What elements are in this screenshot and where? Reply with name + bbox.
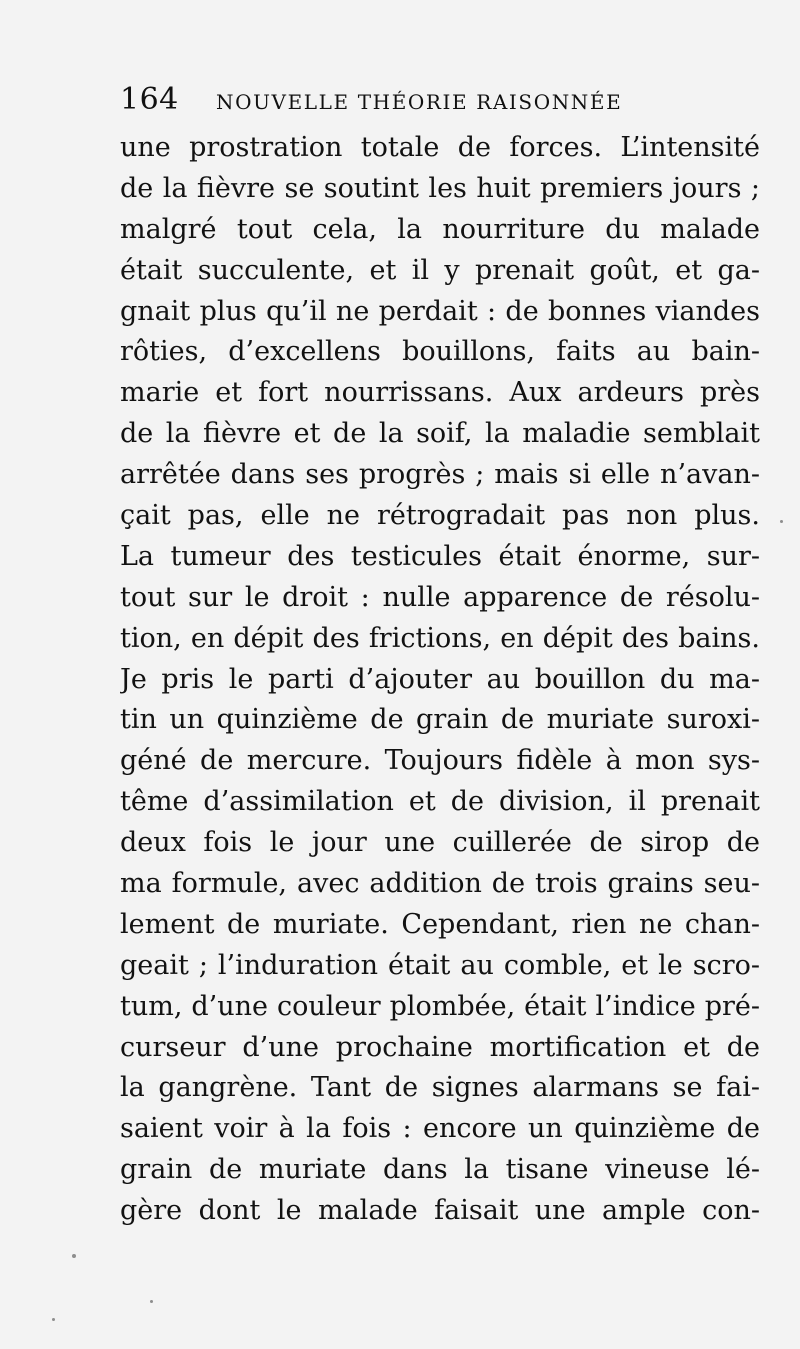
text-line: geait ; l’induration était au comble, et le scro-: [120, 949, 760, 981]
body-text: [120, 128, 760, 1232]
text-line: de la fièvre et de la soif, la maladie semblait: [120, 418, 760, 450]
text-line: tion, en dépit des frictions, en dépit des bains.: [120, 622, 760, 654]
text-line: curseur d’une prochaine mortification et de: [120, 1031, 760, 1063]
text-line: tin un quinzième de grain de muriate suroxi-: [120, 704, 760, 736]
text-line: malgré tout cela, la nourriture du malade: [120, 213, 760, 245]
paper-speck: [72, 1254, 76, 1258]
text-line: gère dont le malade faisait une ample con-: [120, 1195, 760, 1227]
text-line: arrêtée dans ses progrès ; mais si elle n’avan-: [120, 459, 760, 491]
text-line: lement de muriate. Cependant, rien ne chan-: [120, 908, 760, 940]
text-line: rôties, d’excellens bouillons, faits au bain-: [120, 336, 760, 368]
running-head: NOUVELLE THÉORIE RAISONNÉE: [216, 90, 623, 114]
text-line: gnait plus qu’il ne perdait : de bonnes viandes: [120, 295, 760, 327]
page-number: 164: [120, 82, 179, 117]
text-line: était succulente, et il y prenait goût, et ga-: [120, 254, 760, 286]
text-line: marie et fort nourrissans. Aux ardeurs près: [120, 377, 760, 409]
paper-speck: [780, 520, 783, 523]
text-line: une prostration totale de forces. L’intensité: [120, 132, 760, 163]
text-line: ma formule, avec addition de trois grains seu-: [120, 868, 760, 900]
paper-speck: [52, 1318, 55, 1321]
text-line: Je pris le parti d’ajouter au bouillon du ma-: [120, 663, 760, 695]
text-line: de la fièvre se soutint les huit premiers jours ;: [120, 172, 760, 204]
text-line: tout sur le droit : nulle apparence de résolu-: [120, 581, 760, 613]
text-line: tême d’assimilation et de division, il prenait: [120, 786, 760, 818]
text-line: la gangrène. Tant de signes alarmans se fai-: [120, 1072, 760, 1104]
text-line: La tumeur des testicules était énorme, sur-: [120, 540, 760, 572]
text-line: grain de muriate dans la tisane vineuse lé-: [120, 1154, 760, 1186]
text-line: géné de mercure. Toujours fidèle à mon sys-: [120, 745, 760, 777]
text-line: çait pas, elle ne rétrogradait pas non plus.: [120, 500, 760, 532]
paper-speck: [150, 1300, 153, 1303]
text-line: deux fois le jour une cuillerée de sirop de: [120, 827, 760, 859]
text-line: tum, d’une couleur plombée, était l’indice pré-: [120, 990, 760, 1022]
page-header: [120, 80, 740, 122]
text-line: saient voir à la fois : encore un quinzième de: [120, 1113, 760, 1145]
